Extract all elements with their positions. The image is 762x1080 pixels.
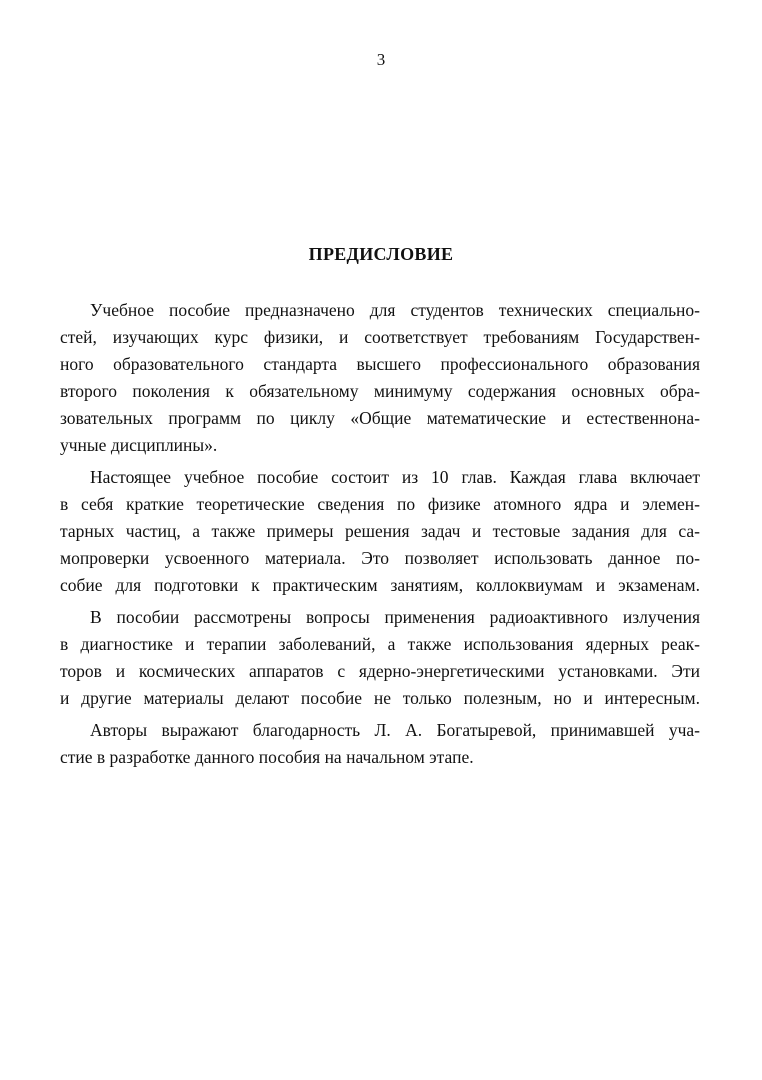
text-line: Учебное пособие предназначено для студентов технических специально- [90, 300, 700, 320]
text-line: мопроверки усвоенного материала. Это позволяет использовать данное по- [60, 548, 700, 568]
text-line: и другие материалы делают пособие не только полезным, но и интересным. [60, 688, 700, 708]
text-line: Авторы выражают благодарность Л. А. Богатыревой, принимавшей уча- [90, 720, 700, 740]
text-line: второго поколения к обязательному минимуму содержания основных обра- [60, 381, 700, 401]
paragraph-4 [60, 717, 700, 771]
text-line: учные дисциплины». [60, 435, 218, 455]
text-line: в себя краткие теоретические сведения по физике атомного ядра и элемен- [60, 494, 700, 514]
text-line: тарных частиц, а также примеры решения задач и тестовые задания для са- [60, 521, 700, 541]
text-line: собие для подготовки к практическим занятиям, коллоквиумам и экзаменам. [60, 575, 700, 595]
text-line: торов и космических аппаратов с ядерно-энергетическими установками. Эти [60, 661, 700, 681]
paragraph-1 [60, 297, 700, 459]
page-number: 3 [376, 50, 386, 69]
text-line: в диагностике и терапии заболеваний, а также использования ядерных реак- [60, 634, 700, 654]
preface-body [60, 297, 700, 771]
text-line: стие в разработке данного пособия на начальном этапе. [60, 747, 474, 767]
text-line: Настоящее учебное пособие состоит из 10 глав. Каждая глава включает [90, 467, 700, 487]
text-line: ного образовательного стандарта высшего профессионального образования [60, 354, 700, 374]
text-line: В пособии рассмотрены вопросы применения радиоактивного излучения [90, 607, 700, 627]
text-line: зовательных программ по циклу «Общие математические и естественнона- [60, 408, 700, 428]
paragraph-2 [60, 464, 700, 599]
paragraph-3 [60, 604, 700, 712]
page-title: ПРЕДИСЛОВИЕ [308, 244, 454, 264]
text-line: стей, изучающих курс физики, и соответствует требованиям Государствен- [60, 327, 700, 347]
